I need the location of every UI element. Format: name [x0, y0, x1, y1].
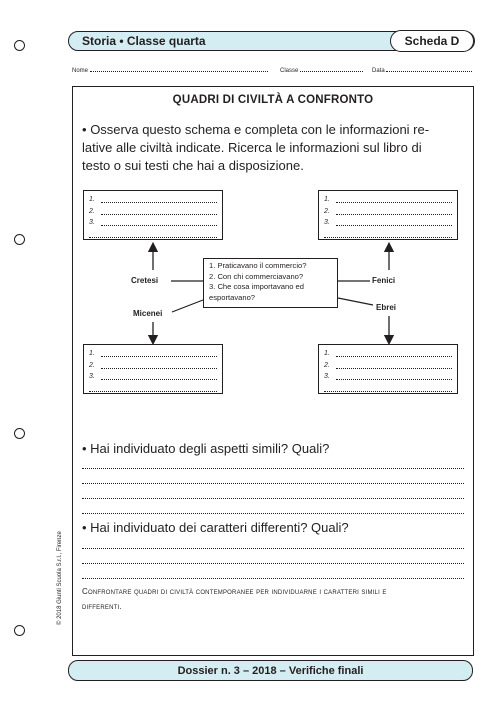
label-fenici: Fenici — [372, 276, 396, 285]
box-number: 3. — [324, 373, 330, 380]
box-fenici[interactable] — [318, 190, 458, 240]
box-number: 1. — [324, 196, 330, 203]
center-question-3: 3. Che cosa importavano ed — [209, 282, 304, 291]
box-number: 2. — [324, 361, 330, 369]
box-number: 2. — [89, 207, 95, 215]
label-micenei: Micenei — [133, 309, 163, 318]
box-cretesi[interactable] — [83, 190, 223, 240]
box-number: 1. — [89, 196, 95, 203]
box-number: 2. — [89, 361, 95, 369]
objective-line-1: Confrontare quadri di civiltà contemporanee per individuarne i caratteri simili e — [82, 587, 387, 596]
instruction-line-2: lative alle civiltà indicate. Ricerca le informazioni sul libro di — [82, 140, 422, 155]
answer-line[interactable] — [82, 483, 464, 484]
objective-line-2: differenti. — [82, 602, 122, 611]
connector-micenei — [172, 300, 203, 312]
footer-text: Dossier n. 3 – 2018 – Verifiche finali — [177, 664, 364, 677]
answer-line[interactable] — [82, 513, 464, 514]
question-similar: • Hai individuato degli aspetti simili? Quali? — [82, 441, 330, 456]
date-label: Data — [372, 68, 385, 74]
box-ebrei[interactable] — [318, 344, 458, 394]
instruction-bullet: • — [82, 122, 87, 137]
question-different: • Hai individuato dei caratteri differenti? Quali? — [82, 520, 349, 535]
connector-ebrei — [338, 298, 373, 305]
center-question-3-cont: esportavano? — [209, 292, 256, 302]
label-cretesi: Cretesi — [131, 276, 159, 285]
answer-line[interactable] — [82, 498, 464, 499]
learning-objective — [82, 584, 466, 614]
box-number: 3. — [89, 373, 95, 380]
name-label: Nome — [72, 68, 89, 74]
box-number: 1. — [89, 350, 95, 357]
center-question-1: 1. Praticavano il commercio? — [209, 261, 307, 270]
answer-line[interactable] — [82, 578, 464, 579]
answer-line[interactable] — [82, 563, 464, 564]
instruction-line-1: Osserva questo schema e completa con le informazioni re- — [90, 122, 430, 137]
sheet-label: Scheda D — [390, 30, 474, 52]
instruction-line-3: testo o sui testi che hai a disposizione. — [82, 158, 304, 173]
label-ebrei: Ebrei — [376, 303, 397, 312]
box-number: 3. — [89, 219, 95, 226]
copyright-text: © 2018 Giunti Scuola S.r.l., Firenze — [57, 531, 63, 625]
class-label: Classe — [280, 68, 299, 74]
box-micenei[interactable] — [83, 344, 223, 394]
center-question-2: 2. Con chi commerciavano? — [209, 271, 304, 281]
page-title: QUADRI DI CIVILTÀ A CONFRONTO — [172, 94, 374, 106]
answer-line[interactable] — [82, 548, 464, 549]
subject-label: Storia • Classe quarta — [82, 34, 206, 48]
answer-line[interactable] — [82, 468, 464, 469]
footer-bar — [68, 660, 473, 681]
box-number: 2. — [324, 207, 330, 215]
box-number: 3. — [324, 219, 330, 226]
box-number: 1. — [324, 350, 330, 357]
center-questions-box — [203, 258, 338, 308]
